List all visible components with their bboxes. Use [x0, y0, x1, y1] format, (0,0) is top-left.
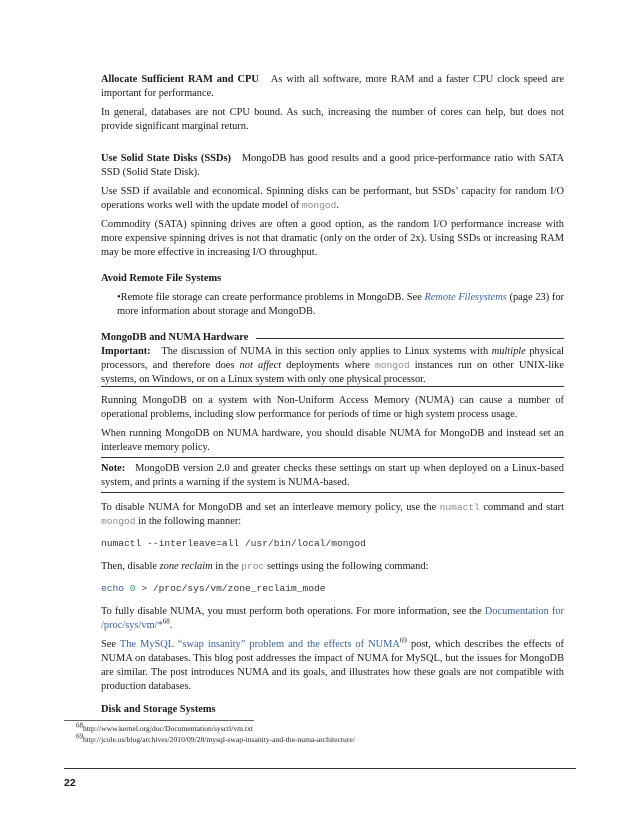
ssd-para2-end: . — [336, 200, 340, 211]
mongod-code: mongod — [301, 200, 337, 211]
footnote-url[interactable]: http://jcole.us/blog/archives/2010/09/28/mysql-swap-insanity-and-the-numa-architecture/ — [83, 735, 355, 744]
important-text-b: physical processors, and therefore does — [101, 346, 564, 371]
important-em: multiple — [491, 346, 526, 357]
remote-bullet-end: (page 23) for more information about storage and MongoDB. — [117, 292, 564, 317]
ssd-para2-text: Use SSD if available and economical. Spinning disks can be performant, but SSDs’ capacity for random I/O operations works well with the update model of — [101, 186, 564, 211]
para3-text-b: command and start — [483, 502, 564, 513]
ssd-paragraph-2 — [101, 185, 564, 213]
important-label: Important: — [101, 346, 151, 357]
mysql-swap-insanity-link[interactable]: The MySQL “swap insanity” problem and the effects of NUMA — [119, 639, 400, 650]
important-text-a: The discussion of NUMA in this section only applies to Linux systems with — [161, 346, 489, 357]
note-top-rule — [101, 457, 564, 458]
para3-text-c: in the following manner: — [138, 516, 242, 527]
numa-body — [101, 394, 564, 455]
page-number: 22 — [64, 777, 76, 789]
footnote-69 — [76, 732, 355, 745]
disk-section — [101, 703, 564, 717]
numa-instructions — [101, 501, 564, 694]
footnote-number: 69 — [76, 732, 83, 741]
ssd-heading: Use Solid State Disks (SSDs) — [101, 153, 231, 164]
numactl-command-block: numactl --interleave=all /usr/bin/local/mongod — [101, 538, 366, 549]
para3-text-a: To disable NUMA for MongoDB and set an interleave memory policy, use the — [101, 502, 437, 513]
disk-heading-line — [101, 703, 564, 717]
important-code: mongod — [375, 360, 410, 371]
documentation-link[interactable]: Documentation for /proc/sys/vm/* — [101, 606, 564, 631]
note-paragraph — [101, 462, 564, 490]
numa-paragraph-6 — [101, 638, 564, 694]
numa-heading-row — [101, 331, 564, 345]
footnote-number: 68 — [76, 721, 83, 730]
para5-text: To fully disable NUMA, you must perform both operations. For more information, see the — [101, 606, 482, 617]
para4-text-c: settings using the following command: — [266, 561, 429, 572]
para6-text-a: See — [101, 639, 117, 650]
para5-end: . — [169, 620, 173, 631]
ram-cpu-paragraph: In general, databases are not CPU bound. As such, increasing the number of cores can help, but does not provide significant marginal return. — [101, 107, 564, 132]
important-text-d: instances run on other UNIX-like systems, on Windows, or on a Linux system with only one physical processor. — [101, 360, 564, 385]
footnote-url[interactable]: http://www.kernel.org/doc/Documentation/sysctl/vm.txt — [83, 724, 253, 733]
remote-bullet-text: •Remote file storage can create performance problems in MongoDB. See — [117, 292, 422, 303]
ssd-section — [101, 152, 564, 260]
para6-text-b: post, which describes the effects of NUMA on databases. This blog post addresses the impact of NUMA for MySQL, but the issues for MongoDB are similar. The post introduces NUMA and its goals, and illustrates how these goals are not compatible with production databases. — [101, 639, 565, 692]
ssd-paragraph — [101, 152, 564, 180]
echo-keyword: echo — [101, 583, 125, 594]
remote-heading — [101, 272, 564, 286]
note-label: Note: — [101, 463, 126, 474]
numactl-code: numactl — [439, 502, 480, 513]
ram-section — [101, 73, 564, 134]
ssd-paragraph-3: Commodity (SATA) spinning drives are often a good option, as the random I/O performance increase with more expensive spinning drives is not that dramatic (only on the order of 2x). Using SSDs or increasing RAM may be more effective in increasing I/O throughput. — [101, 219, 564, 258]
numa-paragraph-1: Running MongoDB on a system with Non-Uniform Access Memory (NUMA) can cause a number of operational problems, including slow performance for periods of time or high system process usage. — [101, 395, 564, 420]
command-rest: > /proc/sys/vm/zone_reclaim_mode — [141, 583, 326, 594]
remote-filesystems-link[interactable]: Remote Filesystems — [424, 292, 507, 303]
important-text-c: deployments where — [286, 360, 370, 371]
heading-rule — [256, 338, 564, 339]
important-bottom-rule — [101, 386, 564, 387]
footnote-ref-69[interactable]: 69 — [399, 636, 407, 645]
remote-section — [101, 272, 564, 319]
note-admonition — [101, 462, 564, 490]
important-em2: not affect — [239, 360, 282, 371]
para4-text-a: Then, disable — [101, 561, 157, 572]
important-admonition — [101, 345, 564, 387]
zone-reclaim-command-block — [101, 582, 564, 596]
remote-heading-text: Avoid Remote File Systems — [101, 273, 222, 284]
note-bottom-rule — [101, 492, 564, 493]
footnote-68 — [76, 721, 253, 734]
zero-value: 0 — [129, 583, 136, 594]
ram-paragraph — [101, 73, 564, 101]
numa-paragraph-4 — [101, 560, 564, 574]
numa-paragraph-2: When running MongoDB on NUMA hardware, you should disable NUMA for MongoDB and instead set an interleave memory policy. — [101, 428, 564, 453]
page-footer-rule — [64, 768, 576, 769]
remote-bullet — [101, 291, 564, 319]
para4-text-b: in the — [215, 561, 239, 572]
mongod-code-2: mongod — [101, 516, 136, 527]
zone-reclaim-em: zone reclaim — [159, 561, 213, 572]
disk-heading: Disk and Storage Systems — [101, 704, 216, 715]
ram-text: As with all software, more RAM and a faster CPU clock speed are important for performance. — [101, 74, 564, 99]
numa-heading: MongoDB and NUMA Hardware — [101, 332, 249, 343]
footnote-ref-68[interactable]: 68 — [162, 617, 170, 626]
footnote-rule — [64, 720, 254, 721]
ram-heading: Allocate Sufficient RAM and CPU — [101, 74, 259, 85]
proc-code: proc — [241, 561, 265, 572]
ssd-text: MongoDB has good results and a good price-performance ratio with SATA SSD (Solid State Disk). — [101, 153, 564, 178]
important-paragraph — [101, 345, 564, 387]
numa-paragraph-3 — [101, 501, 564, 529]
note-text: MongoDB version 2.0 and greater checks these settings on start up when deployed on a Linux-based system, and prints a warning if the system is NUMA-based. — [101, 463, 564, 488]
numa-paragraph-5 — [101, 605, 564, 633]
